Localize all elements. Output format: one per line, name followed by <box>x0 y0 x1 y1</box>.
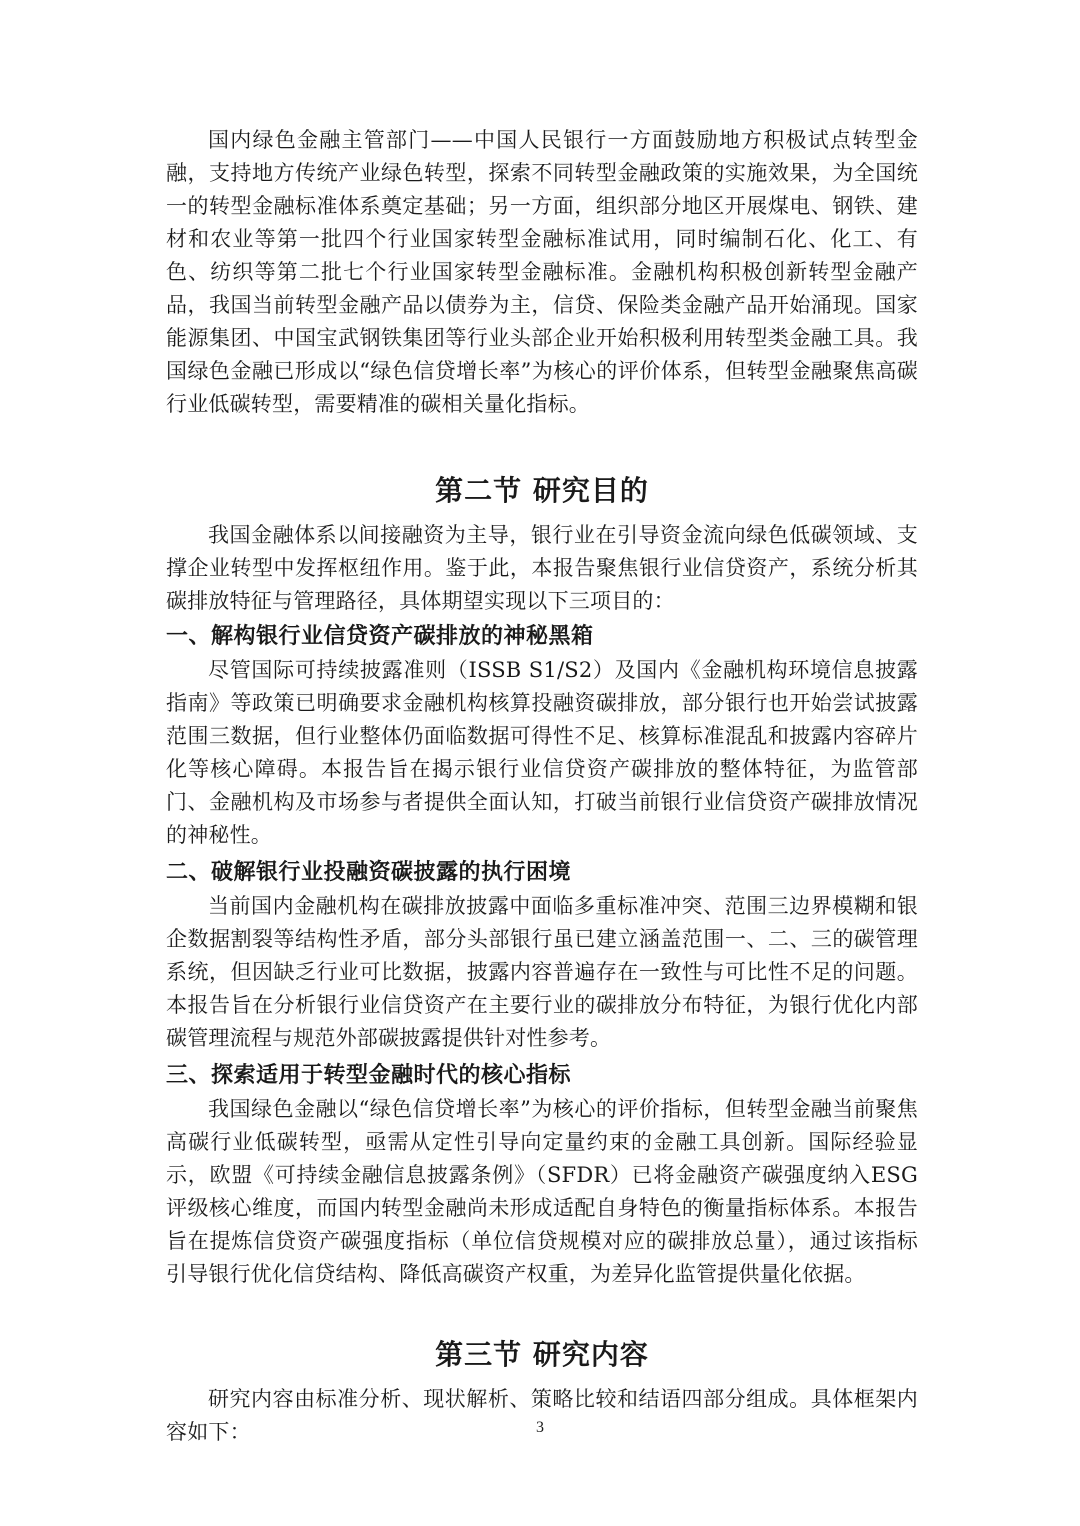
objective-2-heading: 二、破解银行业投融资碳披露的执行困境 <box>166 860 572 885</box>
objective-3-paragraph: 我国绿色金融以“绿色信贷增长率”为核心的评价指标，但转型金融当前聚焦高碳行业低碳转型，亟需从定性引导向定量约束的金融工具创新。国际经验显示，欧盟《可持续金融信息披露条例》（SFDR）已将金融资产碳强度纳入ESG评级核心维度，而国内转型金融尚未形成适配自身特色的衡量指标体系。本报告旨在提炼信贷资产碳强度指标（单位信贷规模对应的碳排放总量），通过该指标引导银行优化信贷结构、降低高碳资产权重，为差异化监管提供量化依据。 <box>166 1097 918 1286</box>
document-page <box>166 124 918 1449</box>
page-number: 3 <box>536 1419 544 1436</box>
intro-paragraph: 国内绿色金融主管部门——中国人民银行一方面鼓励地方积极试点转型金融，支持地方传统产业绿色转型，探索不同转型金融政策的实施效果，为全国统一的转型金融标准体系奠定基础；另一方面，组织部分地区开展煤电、钢铁、建材和农业等第一批四个行业国家转型金融标准试用，同时编制石化、化工、有色、纺织等第二批七个行业国家转型金融标准。金融机构积极创新转型金融产品，我国当前转型金融产品以债券为主，信贷、保险类金融产品开始涌现。国家能源集团、中国宝武钢铁集团等行业头部企业开始积极利用转型类金融工具。我国绿色金融已形成以“绿色信贷增长率”为核心的评价体系，但转型金融聚焦高碳行业低碳转型，需要精准的碳相关量化指标。 <box>166 128 918 416</box>
section-3-title: 第三节 研究内容 <box>435 1338 649 1371</box>
objective-1-paragraph: 尽管国际可持续披露准则（ISSB S1/S2）及国内《金融机构环境信息披露指南》等政策已明确要求金融机构核算投融资碳排放，部分银行也开始尝试披露范围三数据，但行业整体仍面临数据可得性不足、核算标准混乱和披露内容碎片化等核心障碍。本报告旨在揭示银行业信贷资产碳排放的整体特征，为监管部门、金融机构及市场参与者提供全面认知，打破当前银行业信贷资产碳排放情况的神秘性。 <box>166 658 918 847</box>
section-2-intro-paragraph: 我国金融体系以间接融资为主导，银行业在引导资金流向绿色低碳领域、支撑企业转型中发挥枢纽作用。鉴于此，本报告聚焦银行业信贷资产，系统分析其碳排放特征与管理路径，具体期望实现以下三项目的： <box>166 523 918 613</box>
objective-3-heading: 三、探索适用于转型金融时代的核心指标 <box>166 1063 572 1088</box>
objective-1-heading: 一、解构银行业信贷资产碳排放的神秘黑箱 <box>166 624 594 649</box>
objective-2-paragraph: 当前国内金融机构在碳排放披露中面临多重标准冲突、范围三边界模糊和银企数据割裂等结构性矛盾，部分头部银行虽已建立涵盖范围一、二、三的碳管理系统，但因缺乏行业可比数据，披露内容普遍存在一致性与可比性不足的问题。本报告旨在分析银行业信贷资产在主要行业的碳排放分布特征，为银行优化内部碳管理流程与规范外部碳披露提供针对性参考。 <box>166 894 918 1050</box>
section-2-title: 第二节 研究目的 <box>435 474 649 507</box>
section-3-paragraph: 研究内容由标准分析、现状解析、策略比较和结语四部分组成。具体框架内容如下： <box>166 1387 918 1444</box>
